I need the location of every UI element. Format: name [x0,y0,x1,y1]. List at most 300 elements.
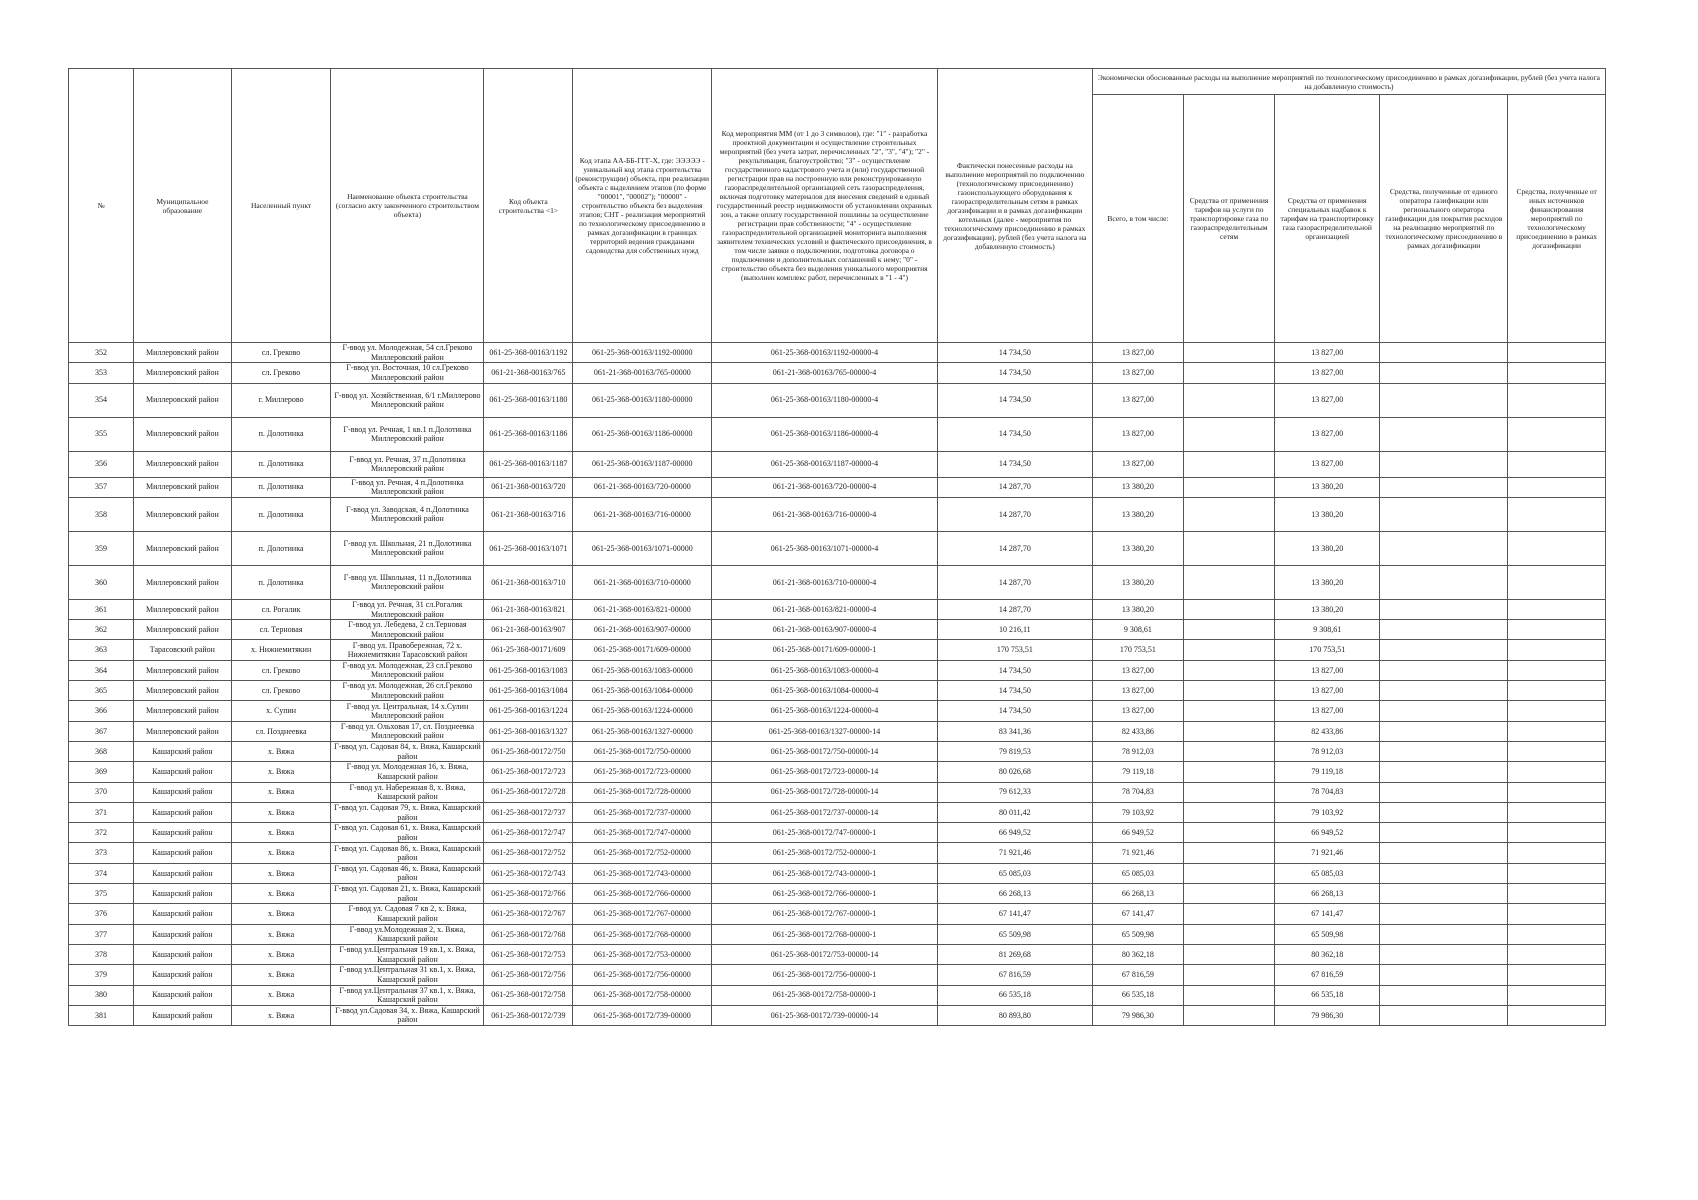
actual-costs-cell: 14 734,50 [937,701,1092,721]
table-row [69,343,1606,363]
object-name-cell: Г-ввод ул. Речная, 4 п.Долотинка Миллеровский район [331,477,484,497]
tariff-cell [1183,477,1274,497]
municipality-cell: Миллеровский район [134,531,232,565]
stage-code-cell: 061-25-368-00171/609-00000 [573,640,712,660]
municipality-cell: Кашарский район [134,884,232,904]
object-code-cell: 061-25-368-00163/1180 [484,383,573,417]
single-operator-cell [1380,565,1508,599]
table-row [69,451,1606,477]
municipality-cell: Кашарский район [134,843,232,863]
other-sources-cell [1508,965,1606,985]
event-code-cell: 061-25-368-00172/739-00000-14 [712,1005,938,1025]
special-surcharge-cell: 13 380,20 [1275,531,1380,565]
other-sources-cell [1508,477,1606,497]
actual-costs-cell: 80 026,68 [937,762,1092,782]
row-number: 358 [69,497,134,531]
stage-code-cell: 061-25-368-00172/747-00000 [573,823,712,843]
event-code-cell: 061-25-368-00163/1084-00000-4 [712,681,938,701]
municipality-cell: Миллеровский район [134,660,232,680]
special-surcharge-cell: 78 912,03 [1275,741,1380,761]
municipality-cell: Кашарский район [134,863,232,883]
event-code-cell: 061-21-368-00163/710-00000-4 [712,565,938,599]
row-number: 360 [69,565,134,599]
municipality-cell: Кашарский район [134,782,232,802]
table-row [69,863,1606,883]
tariff-cell [1183,884,1274,904]
object-code-cell: 061-21-368-00163/821 [484,599,573,619]
special-surcharge-cell: 13 827,00 [1275,451,1380,477]
table-row [69,701,1606,721]
col-header-tariff-transport: Средства от применения тарифов на услуги по транспортировке газа по газораспределительным сетям [1183,95,1274,343]
col-header-event-code: Код мероприятия ММ (от 1 до 3 символов), где: "1" - разработка проектной документации и осуществление строительных мероприятий (без учета затрат, перечисленных "2", "3", "4"); "2" - рекультивация, благоустройство; "3" - осуществление государственного кадастрового учета и (или) государственной регистрации прав на построенную или реконструированную газораспределительной организацией сеть газораспределения, включая подготовку материалов для внесения сведений в единый государственный реестр недвижимости об установлении охранных зон, а также оплату государственной пошлины за осуществление регистрации прав собственности; "4" - осуществление газораспределительной организацией мониторинга выполнения заявителем технических условий и фактического присоединения, в том числе заявки о подключении, подготовка договора о подключении и дополнительных соглашений к нему; "0" - строительство объекта без выделения уникального мероприятия (выполнен комплекс работ, перечисленных в "1 - 4") [712,69,938,343]
col-header-municipality: Муниципальное образование [134,69,232,343]
stage-code-cell: 061-21-368-00163/821-00000 [573,599,712,619]
stage-code-cell: 061-21-368-00163/720-00000 [573,477,712,497]
stage-code-cell: 061-25-368-00172/728-00000 [573,782,712,802]
col-header-special-surcharge: Средства от применения специальных надбавок к тарифам на транспортировку газа газораспределительной организацией [1275,95,1380,343]
special-surcharge-cell: 170 753,51 [1275,640,1380,660]
row-number: 371 [69,802,134,822]
single-operator-cell [1380,417,1508,451]
other-sources-cell [1508,884,1606,904]
row-number: 357 [69,477,134,497]
event-code-cell: 061-25-368-00163/1083-00000-4 [712,660,938,680]
actual-costs-cell: 79 819,53 [937,741,1092,761]
special-surcharge-cell: 79 986,30 [1275,1005,1380,1025]
actual-costs-cell: 66 949,52 [937,823,1092,843]
tariff-cell [1183,681,1274,701]
municipality-cell: Миллеровский район [134,497,232,531]
tariff-cell [1183,985,1274,1005]
single-operator-cell [1380,965,1508,985]
object-name-cell: Г-ввод ул. Садовая 79, х. Вяжа, Кашарский район [331,802,484,822]
stage-code-cell: 061-25-368-00172/768-00000 [573,924,712,944]
total-cell: 13 827,00 [1092,451,1183,477]
event-code-cell: 061-25-368-00163/1186-00000-4 [712,417,938,451]
tariff-cell [1183,599,1274,619]
other-sources-cell [1508,741,1606,761]
actual-costs-cell: 14 734,50 [937,343,1092,363]
table-row [69,985,1606,1005]
stage-code-cell: 061-25-368-00172/750-00000 [573,741,712,761]
row-number: 363 [69,640,134,660]
object-code-cell: 061-21-368-00163/716 [484,497,573,531]
tariff-cell [1183,762,1274,782]
total-cell: 13 380,20 [1092,497,1183,531]
table-row [69,363,1606,383]
settlement-cell: п. Долотинка [231,531,331,565]
tariff-cell [1183,620,1274,640]
stage-code-cell: 061-25-368-00172/752-00000 [573,843,712,863]
row-number: 379 [69,965,134,985]
stage-code-cell: 061-25-368-00163/1187-00000 [573,451,712,477]
other-sources-cell [1508,823,1606,843]
stage-code-cell: 061-25-368-00163/1071-00000 [573,531,712,565]
special-surcharge-cell: 13 380,20 [1275,497,1380,531]
row-number: 374 [69,863,134,883]
object-name-cell: Г-ввод ул. Восточная, 10 сл.Греково Миллеровский район [331,363,484,383]
object-name-cell: Г-ввод ул.Центральная 31 кв.1, х. Вяжа, Кашарский район [331,965,484,985]
special-surcharge-cell: 82 433,86 [1275,721,1380,741]
tariff-cell [1183,944,1274,964]
settlement-cell: х. Вяжа [231,985,331,1005]
total-cell: 13 380,20 [1092,565,1183,599]
total-cell: 65 509,98 [1092,924,1183,944]
actual-costs-cell: 14 734,50 [937,681,1092,701]
settlement-cell: сл. Терновая [231,620,331,640]
row-number: 356 [69,451,134,477]
object-code-cell: 061-21-368-00163/765 [484,363,573,383]
municipality-cell: Кашарский район [134,762,232,782]
special-surcharge-cell: 13 827,00 [1275,417,1380,451]
special-surcharge-cell: 13 827,00 [1275,681,1380,701]
actual-costs-cell: 71 921,46 [937,843,1092,863]
single-operator-cell [1380,944,1508,964]
special-surcharge-cell: 65 085,03 [1275,863,1380,883]
total-cell: 66 949,52 [1092,823,1183,843]
col-header-object-code: Код объекта строительства <1> [484,69,573,343]
event-code-cell: 061-25-368-00163/1187-00000-4 [712,451,938,477]
object-code-cell: 061-21-368-00163/710 [484,565,573,599]
table-row [69,741,1606,761]
stage-code-cell: 061-21-368-00163/710-00000 [573,565,712,599]
single-operator-cell [1380,681,1508,701]
object-code-cell: 061-25-368-00172/767 [484,904,573,924]
object-code-cell: 061-25-368-00163/1186 [484,417,573,451]
single-operator-cell [1380,599,1508,619]
special-surcharge-cell: 13 827,00 [1275,343,1380,363]
stage-code-cell: 061-25-368-00172/766-00000 [573,884,712,904]
object-name-cell: Г-ввод ул.Центральная 37 кв.1, х. Вяжа, Кашарский район [331,985,484,1005]
single-operator-cell [1380,451,1508,477]
actual-costs-cell: 14 734,50 [937,451,1092,477]
actual-costs-cell: 14 287,70 [937,497,1092,531]
table-row [69,721,1606,741]
event-code-cell: 061-21-368-00163/907-00000-4 [712,620,938,640]
actual-costs-cell: 14 287,70 [937,531,1092,565]
object-code-cell: 061-25-368-00172/758 [484,985,573,1005]
stage-code-cell: 061-25-368-00172/753-00000 [573,944,712,964]
stage-code-cell: 061-25-368-00163/1224-00000 [573,701,712,721]
table-row [69,531,1606,565]
special-surcharge-cell: 13 827,00 [1275,383,1380,417]
total-cell: 79 986,30 [1092,1005,1183,1025]
event-code-cell: 061-25-368-00172/766-00000-1 [712,884,938,904]
col-header-settlement: Населенный пункт [231,69,331,343]
table-row [69,904,1606,924]
other-sources-cell [1508,681,1606,701]
tariff-cell [1183,721,1274,741]
total-cell: 79 119,18 [1092,762,1183,782]
object-name-cell: Г-ввод ул. Школьная, 21 п.Долотинка Миллеровский район [331,531,484,565]
special-surcharge-cell: 13 380,20 [1275,565,1380,599]
tariff-cell [1183,802,1274,822]
tariff-cell [1183,1005,1274,1025]
row-number: 370 [69,782,134,802]
event-code-cell: 061-25-368-00172/728-00000-14 [712,782,938,802]
row-number: 352 [69,343,134,363]
other-sources-cell [1508,531,1606,565]
row-number: 366 [69,701,134,721]
municipality-cell: Кашарский район [134,741,232,761]
other-sources-cell [1508,721,1606,741]
object-code-cell: 061-25-368-00172/737 [484,802,573,822]
stage-code-cell: 061-25-368-00172/737-00000 [573,802,712,822]
single-operator-cell [1380,782,1508,802]
special-surcharge-cell: 67 816,59 [1275,965,1380,985]
total-cell: 13 827,00 [1092,417,1183,451]
actual-costs-cell: 67 816,59 [937,965,1092,985]
single-operator-cell [1380,1005,1508,1025]
total-cell: 13 827,00 [1092,701,1183,721]
municipality-cell: Миллеровский район [134,383,232,417]
single-operator-cell [1380,823,1508,843]
table-row [69,782,1606,802]
row-number: 375 [69,884,134,904]
settlement-cell: х. Вяжа [231,823,331,843]
tariff-cell [1183,904,1274,924]
special-surcharge-cell: 78 704,83 [1275,782,1380,802]
municipality-cell: Кашарский район [134,1005,232,1025]
object-name-cell: Г-ввод ул. Правобережная, 72 х. Нижнемитякин Тарасовский район [331,640,484,660]
actual-costs-cell: 83 341,36 [937,721,1092,741]
special-surcharge-cell: 71 921,46 [1275,843,1380,863]
event-code-cell: 061-21-368-00163/720-00000-4 [712,477,938,497]
actual-costs-cell: 14 734,50 [937,417,1092,451]
stage-code-cell: 061-25-368-00163/1083-00000 [573,660,712,680]
single-operator-cell [1380,863,1508,883]
object-name-cell: Г-ввод ул. Садовая 46, х. Вяжа, Кашарский район [331,863,484,883]
actual-costs-cell: 65 085,03 [937,863,1092,883]
row-number: 362 [69,620,134,640]
object-name-cell: Г-ввод ул.Садовая 34, х. Вяжа, Кашарский район [331,1005,484,1025]
total-cell: 13 380,20 [1092,599,1183,619]
stage-code-cell: 061-21-368-00163/907-00000 [573,620,712,640]
object-code-cell: 061-25-368-00172/752 [484,843,573,863]
other-sources-cell [1508,843,1606,863]
municipality-cell: Миллеровский район [134,417,232,451]
row-number: 368 [69,741,134,761]
single-operator-cell [1380,985,1508,1005]
table-row [69,497,1606,531]
settlement-cell: г. Миллерово [231,383,331,417]
report-table [68,68,1606,1026]
special-surcharge-cell: 9 308,61 [1275,620,1380,640]
table-row [69,660,1606,680]
row-number: 380 [69,985,134,1005]
object-code-cell: 061-25-368-00172/739 [484,1005,573,1025]
settlement-cell: х. Супин [231,701,331,721]
object-code-cell: 061-25-368-00171/609 [484,640,573,660]
municipality-cell: Кашарский район [134,802,232,822]
other-sources-cell [1508,343,1606,363]
object-name-cell: Г-ввод ул. Заводская, 4 п.Долотинка Миллеровский район [331,497,484,531]
other-sources-cell [1508,497,1606,531]
tariff-cell [1183,701,1274,721]
object-code-cell: 061-25-368-00172/723 [484,762,573,782]
total-cell: 67 141,47 [1092,904,1183,924]
stage-code-cell: 061-25-368-00172/756-00000 [573,965,712,985]
event-code-cell: 061-25-368-00172/758-00000-1 [712,985,938,1005]
object-code-cell: 061-25-368-00172/768 [484,924,573,944]
other-sources-cell [1508,451,1606,477]
municipality-cell: Миллеровский район [134,681,232,701]
settlement-cell: сл. Рогалик [231,599,331,619]
single-operator-cell [1380,343,1508,363]
table-row [69,944,1606,964]
actual-costs-cell: 65 509,98 [937,924,1092,944]
total-cell: 82 433,86 [1092,721,1183,741]
municipality-cell: Миллеровский район [134,451,232,477]
settlement-cell: х. Вяжа [231,741,331,761]
object-code-cell: 061-25-368-00172/743 [484,863,573,883]
total-cell: 78 912,03 [1092,741,1183,761]
special-surcharge-cell: 80 362,18 [1275,944,1380,964]
tariff-cell [1183,782,1274,802]
row-number: 364 [69,660,134,680]
stage-code-cell: 061-25-368-00163/1327-00000 [573,721,712,741]
row-number: 369 [69,762,134,782]
tariff-cell [1183,843,1274,863]
stage-code-cell: 061-25-368-00172/743-00000 [573,863,712,883]
settlement-cell: х. Нижнемитякин [231,640,331,660]
event-code-cell: 061-25-368-00163/1071-00000-4 [712,531,938,565]
total-cell: 66 268,13 [1092,884,1183,904]
total-cell: 9 308,61 [1092,620,1183,640]
event-code-cell: 061-25-368-00172/767-00000-1 [712,904,938,924]
object-name-cell: Г-ввод ул.Молодежная 2, х. Вяжа, Кашарский район [331,924,484,944]
col-header-stage-code: Код этапа АА-ББ-ГГГ-Х, где: ЭЭЭЭЭ - уникальный код этапа строительства (реконструкции) объекта, при реализации объекта с выделением этапов (по форме "00001", "00002"); "00000" - строительство объекта без выделения этапов; СНТ - реализация мероприятий по технологическому присоединению в рамках догазификации в границах территорий ведения гражданами садоводства для собственных нужд [573,69,712,343]
other-sources-cell [1508,620,1606,640]
total-cell: 13 827,00 [1092,383,1183,417]
municipality-cell: Кашарский район [134,965,232,985]
row-number: 353 [69,363,134,383]
settlement-cell: х. Вяжа [231,884,331,904]
event-code-cell: 061-25-368-00172/737-00000-14 [712,802,938,822]
col-header-single-operator: Средства, полученные от единого оператора газификации или регионального оператора газификации для покрытия расходов на реализацию мероприятий по технологическому присоединению в рамках догазификации [1380,95,1508,343]
table-header [69,69,1606,343]
object-name-cell: Г-ввод ул. Лебедева, 2 сл.Терновая Миллеровский район [331,620,484,640]
tariff-cell [1183,741,1274,761]
settlement-cell: х. Вяжа [231,782,331,802]
actual-costs-cell: 80 011,42 [937,802,1092,822]
actual-costs-cell: 66 268,13 [937,884,1092,904]
settlement-cell: х. Вяжа [231,802,331,822]
municipality-cell: Миллеровский район [134,343,232,363]
tariff-cell [1183,924,1274,944]
row-number: 377 [69,924,134,944]
tariff-cell [1183,965,1274,985]
special-surcharge-cell: 13 380,20 [1275,477,1380,497]
object-code-cell: 061-25-368-00172/756 [484,965,573,985]
total-cell: 13 380,20 [1092,477,1183,497]
actual-costs-cell: 81 269,68 [937,944,1092,964]
other-sources-cell [1508,640,1606,660]
event-code-cell: 061-25-368-00172/750-00000-14 [712,741,938,761]
single-operator-cell [1380,497,1508,531]
tariff-cell [1183,417,1274,451]
special-surcharge-cell: 13 827,00 [1275,363,1380,383]
event-code-cell: 061-25-368-00172/768-00000-1 [712,924,938,944]
event-code-cell: 061-25-368-00163/1224-00000-4 [712,701,938,721]
table-row [69,762,1606,782]
table-row [69,843,1606,863]
total-cell: 79 103,92 [1092,802,1183,822]
other-sources-cell [1508,802,1606,822]
special-surcharge-cell: 65 509,98 [1275,924,1380,944]
actual-costs-cell: 79 612,33 [937,782,1092,802]
municipality-cell: Миллеровский район [134,363,232,383]
total-cell: 65 085,03 [1092,863,1183,883]
total-cell: 13 827,00 [1092,343,1183,363]
object-code-cell: 061-25-368-00163/1192 [484,343,573,363]
col-header-total: Всего, в том числе: [1092,95,1183,343]
settlement-cell: сл. Греково [231,660,331,680]
single-operator-cell [1380,741,1508,761]
municipality-cell: Кашарский район [134,985,232,1005]
tariff-cell [1183,565,1274,599]
object-name-cell: Г-ввод ул. Центральная, 14 х.Сулин Миллеровский район [331,701,484,721]
total-cell: 13 827,00 [1092,681,1183,701]
col-header-other-sources: Средства, полученные от иных источников финансирования мероприятий по технологическому присоединению в рамках догазификации [1508,95,1606,343]
object-name-cell: Г-ввод ул. Садовая 84, х. Вяжа, Кашарский район [331,741,484,761]
table-row [69,802,1606,822]
special-surcharge-cell: 66 268,13 [1275,884,1380,904]
object-name-cell: Г-ввод ул. Речная, 37 п.Долотинка Миллеровский район [331,451,484,477]
stage-code-cell: 061-25-368-00163/1192-00000 [573,343,712,363]
object-name-cell: Г-ввод ул. Садовая 86, х. Вяжа, Кашарский район [331,843,484,863]
event-code-cell: 061-25-368-00172/756-00000-1 [712,965,938,985]
object-code-cell: 061-21-368-00163/720 [484,477,573,497]
actual-costs-cell: 14 287,70 [937,565,1092,599]
settlement-cell: п. Долотинка [231,451,331,477]
actual-costs-cell: 66 535,18 [937,985,1092,1005]
actual-costs-cell: 14 287,70 [937,477,1092,497]
actual-costs-cell: 10 216,11 [937,620,1092,640]
other-sources-cell [1508,762,1606,782]
row-number: 365 [69,681,134,701]
other-sources-cell [1508,863,1606,883]
single-operator-cell [1380,620,1508,640]
stage-code-cell: 061-25-368-00163/1180-00000 [573,383,712,417]
object-code-cell: 061-25-368-00163/1327 [484,721,573,741]
settlement-cell: сл. Греково [231,681,331,701]
settlement-cell: сл. Греково [231,363,331,383]
single-operator-cell [1380,884,1508,904]
other-sources-cell [1508,701,1606,721]
settlement-cell: сл. Позднеевка [231,721,331,741]
actual-costs-cell: 170 753,51 [937,640,1092,660]
actual-costs-cell: 14 734,50 [937,383,1092,417]
total-cell: 66 535,18 [1092,985,1183,1005]
single-operator-cell [1380,721,1508,741]
other-sources-cell [1508,985,1606,1005]
object-name-cell: Г-ввод ул. Хозяйственная, 6/1 г.Миллерово Миллеровский район [331,383,484,417]
settlement-cell: х. Вяжа [231,762,331,782]
other-sources-cell [1508,417,1606,451]
other-sources-cell [1508,944,1606,964]
object-name-cell: Г-ввод ул. Речная, 1 кв.1 п.Долотинка Миллеровский район [331,417,484,451]
stage-code-cell: 061-25-368-00172/739-00000 [573,1005,712,1025]
single-operator-cell [1380,924,1508,944]
total-cell: 78 704,83 [1092,782,1183,802]
total-cell: 80 362,18 [1092,944,1183,964]
actual-costs-cell: 80 893,80 [937,1005,1092,1025]
other-sources-cell [1508,383,1606,417]
stage-code-cell: 061-25-368-00172/767-00000 [573,904,712,924]
total-cell: 13 827,00 [1092,363,1183,383]
stage-code-cell: 061-21-368-00163/716-00000 [573,497,712,531]
